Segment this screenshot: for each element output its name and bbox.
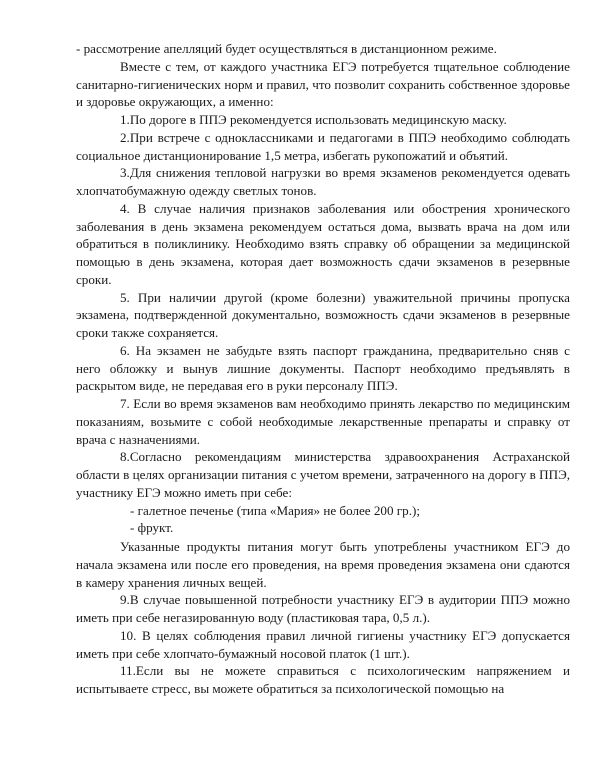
document-page [76,40,570,698]
paragraph-item-4: 4. В случае наличия признаков заболевания или обострения хронического заболевания в день экзамена рекомендуем остаться дома, вызвать врача на дом или обратиться в поликлинику. Необходимо взять справку об обращении за медицинской помощью в день экзамена, которая дает возможность сдачи экзаменов в резервные сроки. [76,200,570,287]
paragraph-item-8: 8.Согласно рекомендациям министерства здравоохранения Астраханской области в целях организации питания с учетом времени, затраченного на дорогу в ППЭ, участнику ЕГЭ можно иметь при себе: [76,449,570,500]
paragraph-item-6: 6. На экзамен не забудьте взять паспорт гражданина, предварительно сняв с него обложку и вынув лишние документы. Паспорт необходимо предъявлять в раскрытом виде, не передавая его в руки персоналу ППЭ. [76,342,570,394]
paragraph-item-1: 1.По дороге в ППЭ рекомендуется использовать медицинскую маску. [120,112,507,127]
paragraph-item-3: 3.Для снижения тепловой нагрузки во время экзаменов рекомендуется одевать хлопчатобумажную одежду светлых тонов. [76,165,570,198]
list-item-fruit: - фрукт. [130,520,174,536]
paragraph-item-10: 10. В целях соблюдения правил личной гигиены участнику ЕГЭ допускается иметь при себе хлопчато-бумажный носовой платок (1 шт.). [76,627,570,661]
paragraph-food-note: Указанные продукты питания могут быть употреблены участником ЕГЭ до начала экзамена или после его проведения, на время проведения экзамена они сдаются в камеру хранения личных вещей. [76,539,570,590]
paragraph-item-9: 9.В случае повышенной потребности участнику ЕГЭ в аудитории ППЭ можно иметь при себе негазированную воду (пластиковая тара, 0,5 л.). [76,592,570,625]
paragraph-appeals: - рассмотрение апелляций будет осуществляться в дистанционном режиме. [76,41,497,56]
paragraph-intro: Вместе с тем, от каждого участника ЕГЭ потребуется тщательное соблюдение санитарно-гигиенических норм и правил, что позволит сохранить собственное здоровье и здоровье окружающих, а именно: [76,58,570,110]
paragraph-item-7: 7. Если во время экзаменов вам необходимо принять лекарство по медицинским показаниям, возьмите с собой необходимые лекарственные препараты и справку от врача с назначениями. [76,396,570,447]
paragraph-item-5: 5. При наличии другой (кроме болезни) уважительной причины пропуска экзамена, подтвержденной документально, возможность сдачи экзаменов в резервные сроки также сохраняется. [76,289,570,340]
paragraph-item-11: 11.Если вы не можете справиться с психологическим напряжением и испытываете стресс, вы можете обратиться за психологической помощью на [76,663,570,696]
paragraph-item-2: 2.При встрече с одноклассниками и педагогами в ППЭ необходимо соблюдать социальное дистанционирование 1,5 метра, избегать рукопожатий и объятий. [76,129,570,163]
list-item-biscuits: - галетное печенье (типа «Мария» не более 200 гр.); [130,502,420,518]
